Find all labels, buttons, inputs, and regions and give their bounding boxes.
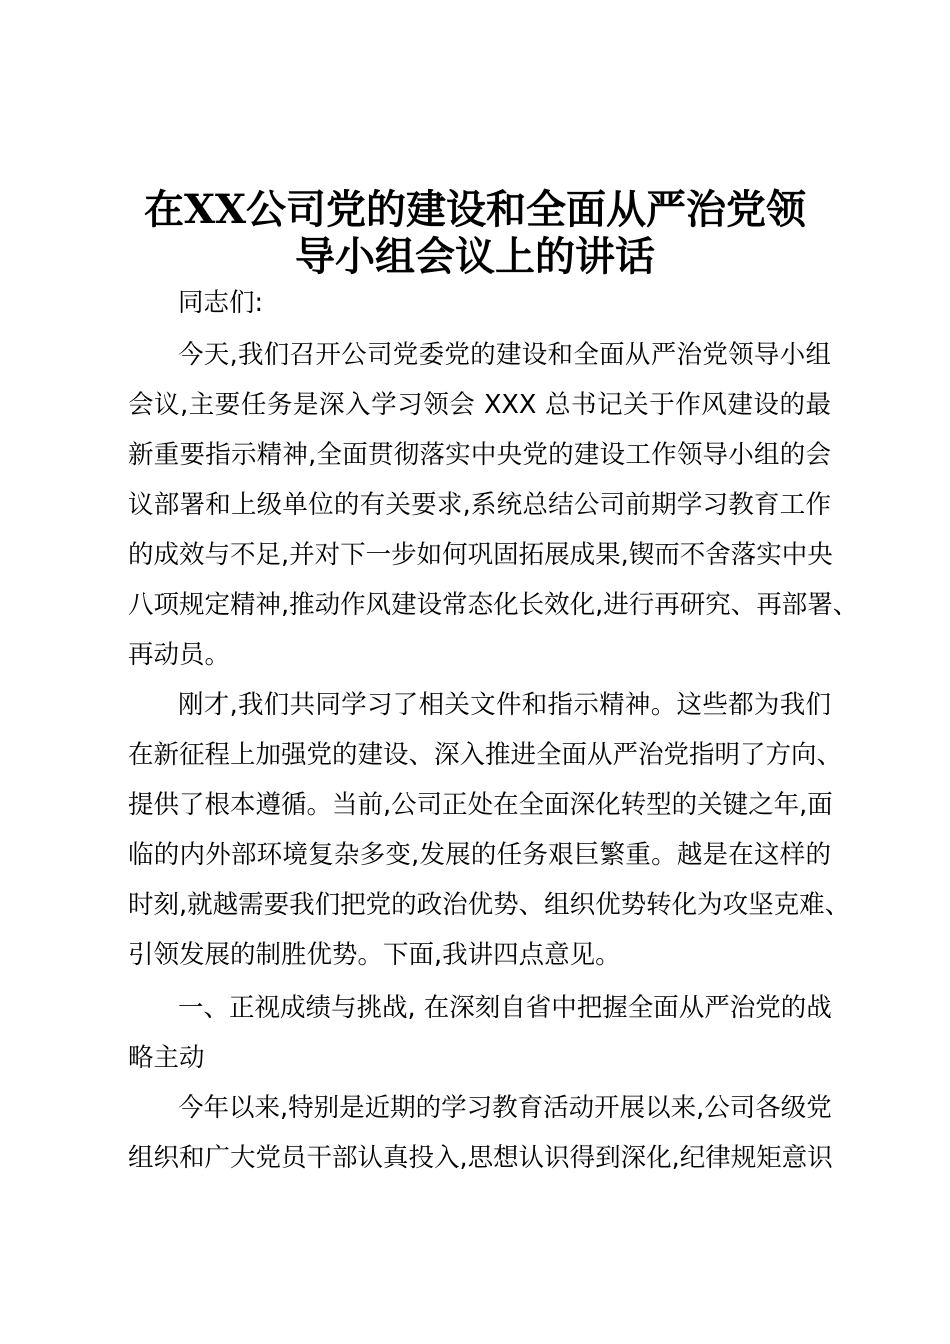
body-text-line: 今年以来,特别是近期的学习教育活动开展以来,公司各级党	[178, 1093, 832, 1123]
body-text-line: 时刻,就越需要我们把党的政治优势、组织优势转化为攻坚克难、	[128, 890, 851, 920]
body-text-line: 在新征程上加强党的建设、深入推进全面从严治党指明了方向、	[128, 740, 843, 770]
body-text-line: 引领发展的制胜优势。下面,我讲四点意见。	[128, 940, 621, 970]
document-title-line-2: 导小组会议上的讲话	[295, 233, 655, 280]
body-text-line: 略主动	[128, 1043, 205, 1073]
salutation: 同志们:	[178, 288, 264, 318]
body-text-line: 的成效与不足,并对下一步如何巩固拓展成果,锲而不舍落实中央	[128, 540, 833, 570]
body-text-line: 提供了根本遵循。当前,公司正处在全面深化转型的关键之年,面	[128, 790, 833, 820]
body-text-line: 议部署和上级单位的有关要求,系统总结公司前期学习教育工作	[128, 490, 831, 520]
body-text-line: 会议,主要任务是深入学习领会 XXX 总书记关于作风建设的最	[128, 390, 831, 420]
document-title-line-1: 在XX公司党的建设和全面从严治党领	[143, 186, 807, 233]
body-text-line: 八项规定精神,推动作风建设常态化长效化,进行再研究、再部署、	[128, 590, 859, 620]
body-text-line: 新重要指示精神,全面贯彻落实中央党的建设工作领导小组的会	[128, 440, 831, 470]
body-text-line: 组织和广大党员干部认真投入,思想认识得到深化,纪律规矩意识	[128, 1143, 833, 1173]
body-text-line: 刚才,我们共同学习了相关文件和指示精神。这些都为我们	[178, 690, 831, 720]
body-text-line: 一、正视成绩与挑战, 在深刻自省中把握全面从严治党的战	[178, 993, 832, 1023]
body-text-line: 临的内外部环境复杂多变,发展的任务艰巨繁重。越是在这样的	[128, 840, 831, 870]
body-text-line: 再动员。	[128, 640, 231, 670]
body-text-line: 今天,我们召开公司党委党的建设和全面从严治党领导小组	[178, 340, 831, 370]
